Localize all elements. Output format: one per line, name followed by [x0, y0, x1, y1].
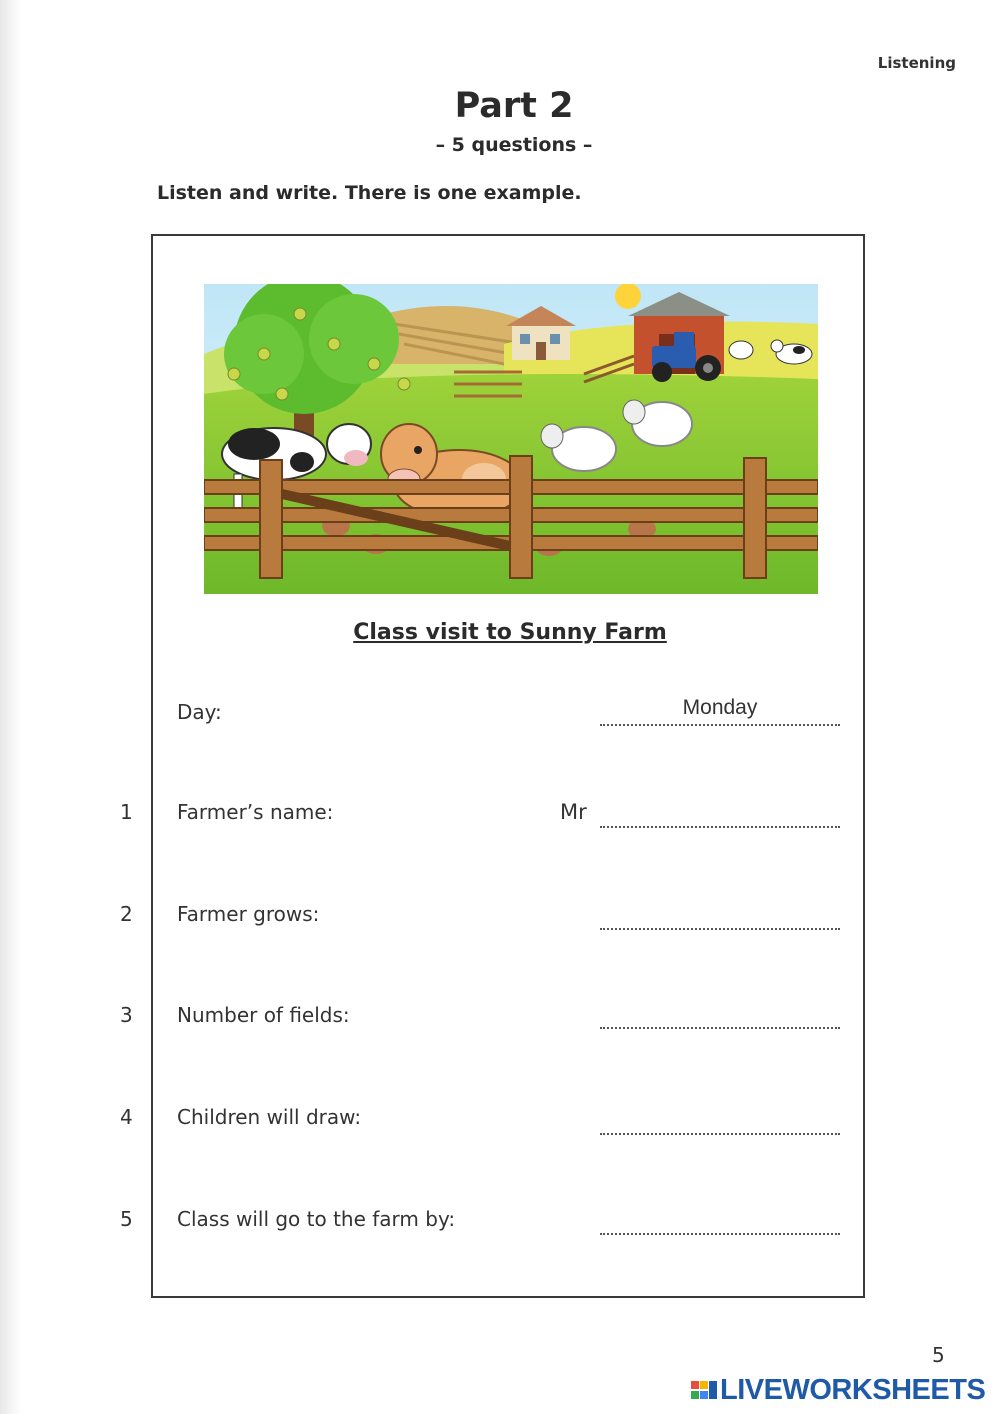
question-number: 5 — [120, 1207, 133, 1231]
question-label: Children will draw: — [177, 1105, 362, 1129]
question-row — [0, 1105, 1000, 1145]
answer-prefix: Mr — [560, 800, 587, 824]
question-label: Farmer’s name: — [177, 800, 334, 824]
liveworksheets-logo[interactable] — [690, 1374, 985, 1406]
question-row — [0, 902, 1000, 942]
answer-line — [600, 722, 840, 726]
page-number: 5 — [932, 1343, 945, 1367]
question-row — [0, 800, 1000, 840]
example-row — [0, 696, 1000, 740]
farm-scene-illustration — [204, 284, 818, 594]
instruction-text: Listen and write. There is one example. — [157, 182, 582, 204]
question-number: 4 — [120, 1105, 133, 1129]
worksheet-title: Class visit to Sunny Farm — [353, 620, 667, 645]
answer-line — [600, 1131, 840, 1135]
answer-line — [600, 926, 840, 930]
liveworksheets-icon — [690, 1376, 718, 1404]
question-number: 1 — [120, 800, 133, 824]
example-label: Day: — [177, 700, 222, 724]
brand-name: LIVEWORKSHEETS — [720, 1373, 986, 1406]
question-row — [0, 1003, 1000, 1043]
question-number: 3 — [120, 1003, 133, 1027]
section-label: Listening — [877, 54, 956, 72]
answer-line — [600, 1231, 840, 1235]
part-title: Part 2 — [454, 86, 574, 126]
question-label: Number of fields: — [177, 1003, 350, 1027]
part-subtitle: – 5 questions – — [435, 134, 593, 156]
example-answer: Monday — [682, 696, 758, 719]
answer-line — [600, 1025, 840, 1029]
question-label: Farmer grows: — [177, 902, 320, 926]
answer-line — [600, 824, 840, 828]
question-label: Class will go to the farm by: — [177, 1207, 456, 1231]
question-number: 2 — [120, 902, 133, 926]
question-row — [0, 1207, 1000, 1247]
